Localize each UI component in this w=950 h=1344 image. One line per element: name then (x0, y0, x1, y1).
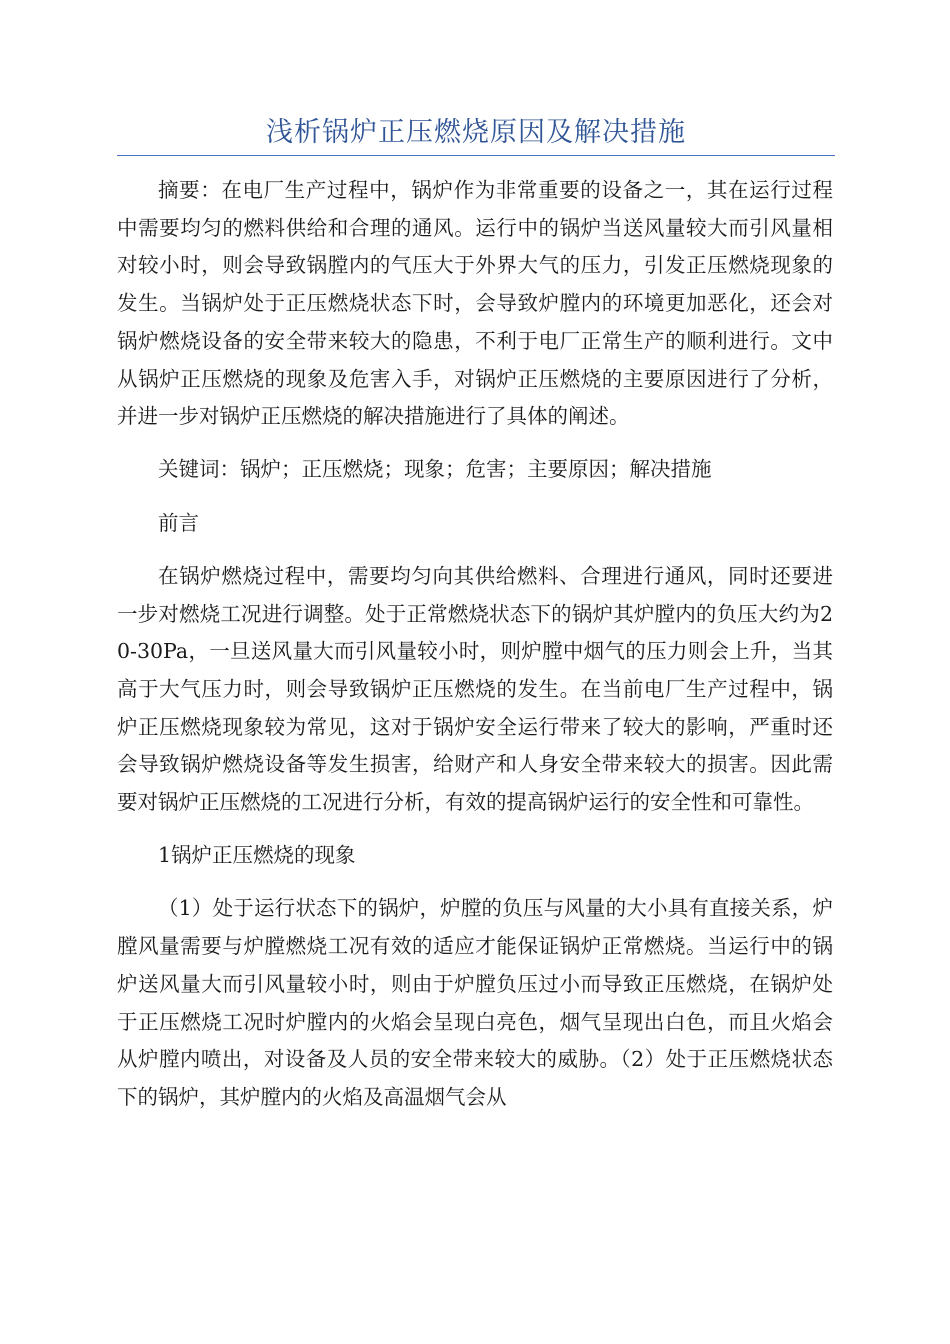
abstract-paragraph: 摘要：在电厂生产过程中，锅炉作为非常重要的设备之一，其在运行过程中需要均匀的燃料供给和合理的通风。运行中的锅炉当送风量较大而引风量相对较小时，则会导致锅膛内的气压大于外界大气的压力，引发正压燃烧现象的发生。当锅炉处于正压燃烧状态下时，会导致炉膛内的环境更加恶化，还会对锅炉燃烧设备的安全带来较大的隐患，不利于电厂正常生产的顺利进行。文中从锅炉正压燃烧的现象及危害入手，对锅炉正压燃烧的主要原因进行了分析，并进一步对锅炉正压燃烧的解决措施进行了具体的阐述。 (117, 178, 833, 429)
keywords-paragraph: 关键词：锅炉；正压燃烧；现象；危害；主要原因；解决措施 (158, 457, 712, 482)
document-title: 浅析锅炉正压燃烧原因及解决措施 (266, 117, 686, 148)
section-1-paragraph: （1）处于运行状态下的锅炉，炉膛的负压与风量的大小具有直接关系，炉膛风量需要与炉膛燃烧工况有效的适应才能保证锅炉正常燃烧。当运行中的锅炉送风量大而引风量较小时，则由于炉膛负压过小而导致正压燃烧，在锅炉处于正压燃烧工况时炉膛内的火焰会呈现白亮色，烟气呈现出白色，而且火焰会从炉膛内喷出，对设备及人员的安全带来较大的威胁。（2）处于正压燃烧状态下的锅炉，其炉膛内的火焰及高温烟气会从 (117, 896, 833, 1109)
preface-paragraph: 在锅炉燃烧过程中，需要均匀向其供给燃料、合理进行通风，同时还要进一步对燃烧工况进行调整。处于正常燃烧状态下的锅炉其炉膛内的负压大约为20-30Pa，一旦送风量大而引风量较小时，则炉膛中烟气的压力则会上升，当其高于大气压力时，则会导致锅炉正压燃烧的发生。在当前电厂生产过程中，锅炉正压燃烧现象较为常见，这对于锅炉安全运行带来了较大的影响，严重时还会导致锅炉燃烧设备等发生损害，给财产和人身安全带来较大的损害。因此需要对锅炉正压燃烧的工况进行分析，有效的提高锅炉运行的安全性和可靠性。 (117, 563, 833, 815)
preface-heading: 前言 (158, 510, 199, 535)
document-body (117, 172, 833, 1117)
title-underline (117, 155, 835, 156)
section-1-heading: 1锅炉正压燃烧的现象 (158, 843, 356, 868)
